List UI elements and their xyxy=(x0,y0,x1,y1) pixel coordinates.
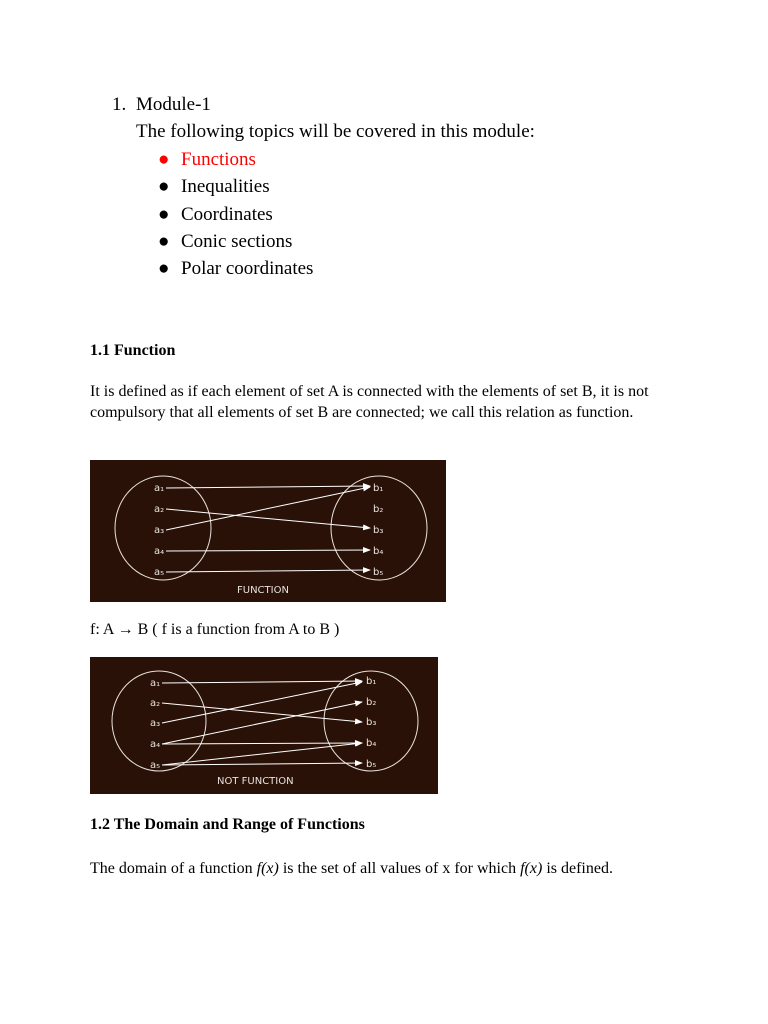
a5-label: a₅ xyxy=(150,760,161,771)
a3-label: a₃ xyxy=(150,718,161,729)
domain-text-end: is defined. xyxy=(542,860,613,877)
mapping-arrow xyxy=(162,682,362,723)
function-notation: f: A → B ( f is a function from A to B ) xyxy=(90,621,340,638)
domain-text-middle: is the set of all values of x for which xyxy=(278,860,521,877)
function-diagram xyxy=(90,460,446,602)
mapping-arrow xyxy=(162,681,362,683)
domain-text-start: The domain of a function xyxy=(90,860,257,877)
mapping-arrow xyxy=(162,743,362,765)
mapping-arrow xyxy=(162,743,362,744)
topic-label: Inequalities xyxy=(181,176,270,198)
function-diagram-svg xyxy=(90,460,446,602)
a2-label: a₂ xyxy=(154,504,165,515)
a4-label: a₄ xyxy=(150,739,161,750)
mapping-arrow xyxy=(166,509,370,528)
topic-item[interactable] xyxy=(136,230,313,257)
b5-label: b₅ xyxy=(366,759,377,770)
b4-label: b₄ xyxy=(373,546,384,557)
a3-label: a₃ xyxy=(154,525,165,536)
mapping-arrow xyxy=(166,550,370,551)
b5-label: b₅ xyxy=(373,567,384,578)
a1-label: a₁ xyxy=(154,483,165,494)
topic-label: Functions xyxy=(181,149,256,170)
mapping-arrow xyxy=(166,570,370,572)
module-title: Module-1 xyxy=(136,94,211,115)
list-number: 1. xyxy=(112,94,127,115)
b2-label: b₂ xyxy=(366,697,377,708)
a2-label: a₂ xyxy=(150,698,161,709)
module-intro: The following topics will be covered in this module: xyxy=(136,121,535,142)
b1-label: b₁ xyxy=(366,676,377,687)
fx-term: f(x) xyxy=(520,860,543,877)
mapping-arrow xyxy=(162,763,362,765)
a5-label: a₅ xyxy=(154,567,165,578)
function-definition: It is defined as if each element of set A is connected with the elements of set B, it is not compulsory that all elements of set B are connected; we call this relation as function. xyxy=(90,383,649,421)
topic-list xyxy=(136,148,313,284)
b1-label: b₁ xyxy=(373,483,384,494)
section-heading-domain-range: 1.2 The Domain and Range of Functions xyxy=(90,816,365,833)
section-heading-function: 1.1 Function xyxy=(90,342,176,359)
a1-label: a₁ xyxy=(150,678,161,689)
domain-definition xyxy=(90,860,613,878)
topic-label: Polar coordinates xyxy=(181,258,314,280)
bullet-icon: ● xyxy=(158,258,170,280)
not-function-diagram xyxy=(90,657,438,794)
topic-item[interactable] xyxy=(136,257,313,284)
mapping-arrow xyxy=(162,703,362,722)
b4-label: b₄ xyxy=(366,738,377,749)
figure-caption: FUNCTION xyxy=(237,585,289,596)
a4-label: a₄ xyxy=(154,546,165,557)
fx-term: f(x) xyxy=(256,860,279,877)
bullet-icon: ● xyxy=(158,149,170,170)
figure-caption: NOT FUNCTION xyxy=(217,776,294,787)
bullet-icon: ● xyxy=(158,176,170,198)
b3-label: b₃ xyxy=(373,525,384,536)
b3-label: b₃ xyxy=(366,717,377,728)
topic-label: Conic sections xyxy=(181,230,293,252)
topic-item[interactable] xyxy=(136,148,313,175)
bullet-icon: ● xyxy=(158,203,170,225)
topic-label: Coordinates xyxy=(181,203,273,225)
mapping-arrow xyxy=(166,487,370,530)
bullet-icon: ● xyxy=(158,230,170,252)
topic-item[interactable] xyxy=(136,203,313,230)
b2-label: b₂ xyxy=(373,504,384,515)
not-function-diagram-svg xyxy=(90,657,438,794)
mapping-arrow xyxy=(162,702,362,744)
mapping-arrow xyxy=(166,486,370,488)
topic-item[interactable] xyxy=(136,175,313,202)
